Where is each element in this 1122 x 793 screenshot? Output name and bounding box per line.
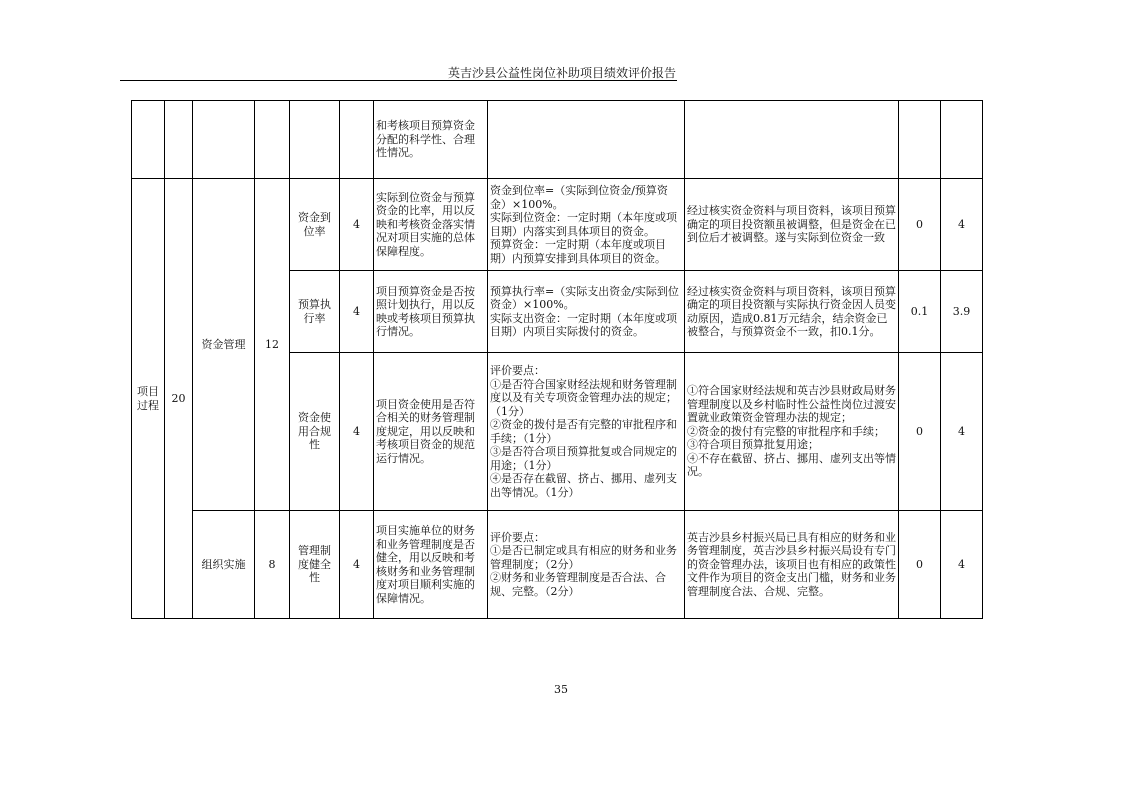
deduction-cell: 0 [899, 353, 941, 511]
indicator-definition-cell: 项目资金使用是否符合相关的财务管理制度规定，用以反映和考核项目资金的规范运行情况。 [374, 353, 488, 511]
indicator-weight-cell: 4 [340, 353, 374, 511]
level2-indicator-weight: 8 [255, 511, 290, 619]
scoring-basis-cell: ①符合国家财经法规和英吉沙县财政局财务管理制度以及乡村临时性公益性岗位过渡安置就业政策资金管理办法的规定； ②资金的拨付有完整的审批程序和手续； ③符合项目预算批复用途； ④不存在截留、挤占、挪用、虚列支出等情况。 [685, 353, 899, 511]
score-cell: 4 [941, 179, 983, 271]
indicator-definition-cell: 和考核项目预算资金分配的科学性、合理性情况。 [374, 101, 488, 179]
indicator-cell: 资金使用合规性 [290, 353, 340, 511]
indicator-weight-cell: 4 [340, 511, 374, 619]
indicator-weight-cell: 4 [340, 179, 374, 271]
indicator-cell: 预算执行率 [290, 271, 340, 353]
indicator-cell: 资金到位率 [290, 179, 340, 271]
table-row [132, 101, 983, 179]
score-cell: 4 [941, 511, 983, 619]
deduction-cell: 0 [899, 511, 941, 619]
scoring-basis-cell: 经过核实资金资料与项目资料，该项目预算确定的项目投资额与实际执行资金因人员变动原因，造成0.81万元结余，结余资金已被整合，与预算资金不一致，扣0.1分。 [685, 271, 899, 353]
scoring-standard-cell: 评价要点： ①是否已制定或具有相应的财务和业务管理制度；（2分） ②财务和业务管理制度是否合法、合规、完整。（2分） [488, 511, 685, 619]
scoring-basis-cell: 英吉沙县乡村振兴局已具有相应的财务和业务管理制度，英吉沙县乡村振兴局设有专门的资金管理办法，该项目也有相应的政策性文件作为项目的资金支出门槛，财务和业务管理制度合法、合规、完整。 [685, 511, 899, 619]
deduction-cell [899, 101, 941, 179]
indicator-cell: 管理制度健全性 [290, 511, 340, 619]
scoring-basis-cell: 经过核实资金资料与项目资料，该项目预算确定的项目投资额虽被调整，但是资金在已到位后才被调整。遂与实际到位资金一致 [685, 179, 899, 271]
level2-weight-cell-empty [255, 101, 290, 179]
report-header-title: 英吉沙县公益性岗位补助项目绩效评价报告 [447, 66, 676, 80]
score-cell [941, 101, 983, 179]
page-number: 35 [554, 683, 568, 696]
level2-indicator-weight: 12 [255, 179, 290, 511]
scoring-basis-cell [685, 101, 899, 179]
deduction-cell: 0 [899, 179, 941, 271]
indicator-definition-cell: 项目实施单位的财务和业务管理制度是否健全，用以反映和考核财务和业务管理制度对项目顺利实施的保障情况。 [374, 511, 488, 619]
indicator-definition-cell: 项目预算资金是否按照计划执行，用以反映或考核项目预算执行情况。 [374, 271, 488, 353]
indicator-cell [290, 101, 340, 179]
indicator-weight-cell: 4 [340, 271, 374, 353]
performance-evaluation-table [131, 100, 983, 619]
deduction-cell: 0.1 [899, 271, 941, 353]
scoring-standard-cell: 评价要点： ①是否符合国家财经法规和财务管理制度以及有关专项资金管理办法的规定；（1分） ②资金的拨付是否有完整的审批程序和手续；（1分） ③是否符合项目预算批复或合同规定的用途；（1分） ④是否存在截留、挤占、挪用、虚列支出等情况。（1分） [488, 353, 685, 511]
indicator-definition-cell: 实际到位资金与预算资金的比率，用以反映和考核资金落实情况对项目实施的总体保障程度。 [374, 179, 488, 271]
header-divider [120, 80, 677, 81]
level1-indicator-weight: 20 [165, 179, 193, 619]
level1-weight-cell-empty [165, 101, 193, 179]
scoring-standard-cell [488, 101, 685, 179]
level2-cell-empty [193, 101, 255, 179]
level2-indicator-label: 组织实施 [193, 511, 255, 619]
score-cell: 4 [941, 353, 983, 511]
level1-cell-empty [132, 101, 165, 179]
scoring-standard-cell: 预算执行率=（实际支出资金/实际到位资金）×100%。 实际支出资金：一定时期（本年度或项目期）内项目实际拨付的资金。 [488, 271, 685, 353]
indicator-weight-cell [340, 101, 374, 179]
score-cell: 3.9 [941, 271, 983, 353]
table-row [132, 179, 983, 271]
scoring-standard-cell: 资金到位率=（实际到位资金/预算资金）×100%。 实际到位资金：一定时期（本年度或项目期）内落实到具体项目的资金。 预算资金：一定时期（本年度或项目期）内预算安排到具体项目的资金。 [488, 179, 685, 271]
table-row [132, 511, 983, 619]
level1-indicator-label: 项目过程 [132, 179, 165, 619]
level2-indicator-label: 资金管理 [193, 179, 255, 511]
